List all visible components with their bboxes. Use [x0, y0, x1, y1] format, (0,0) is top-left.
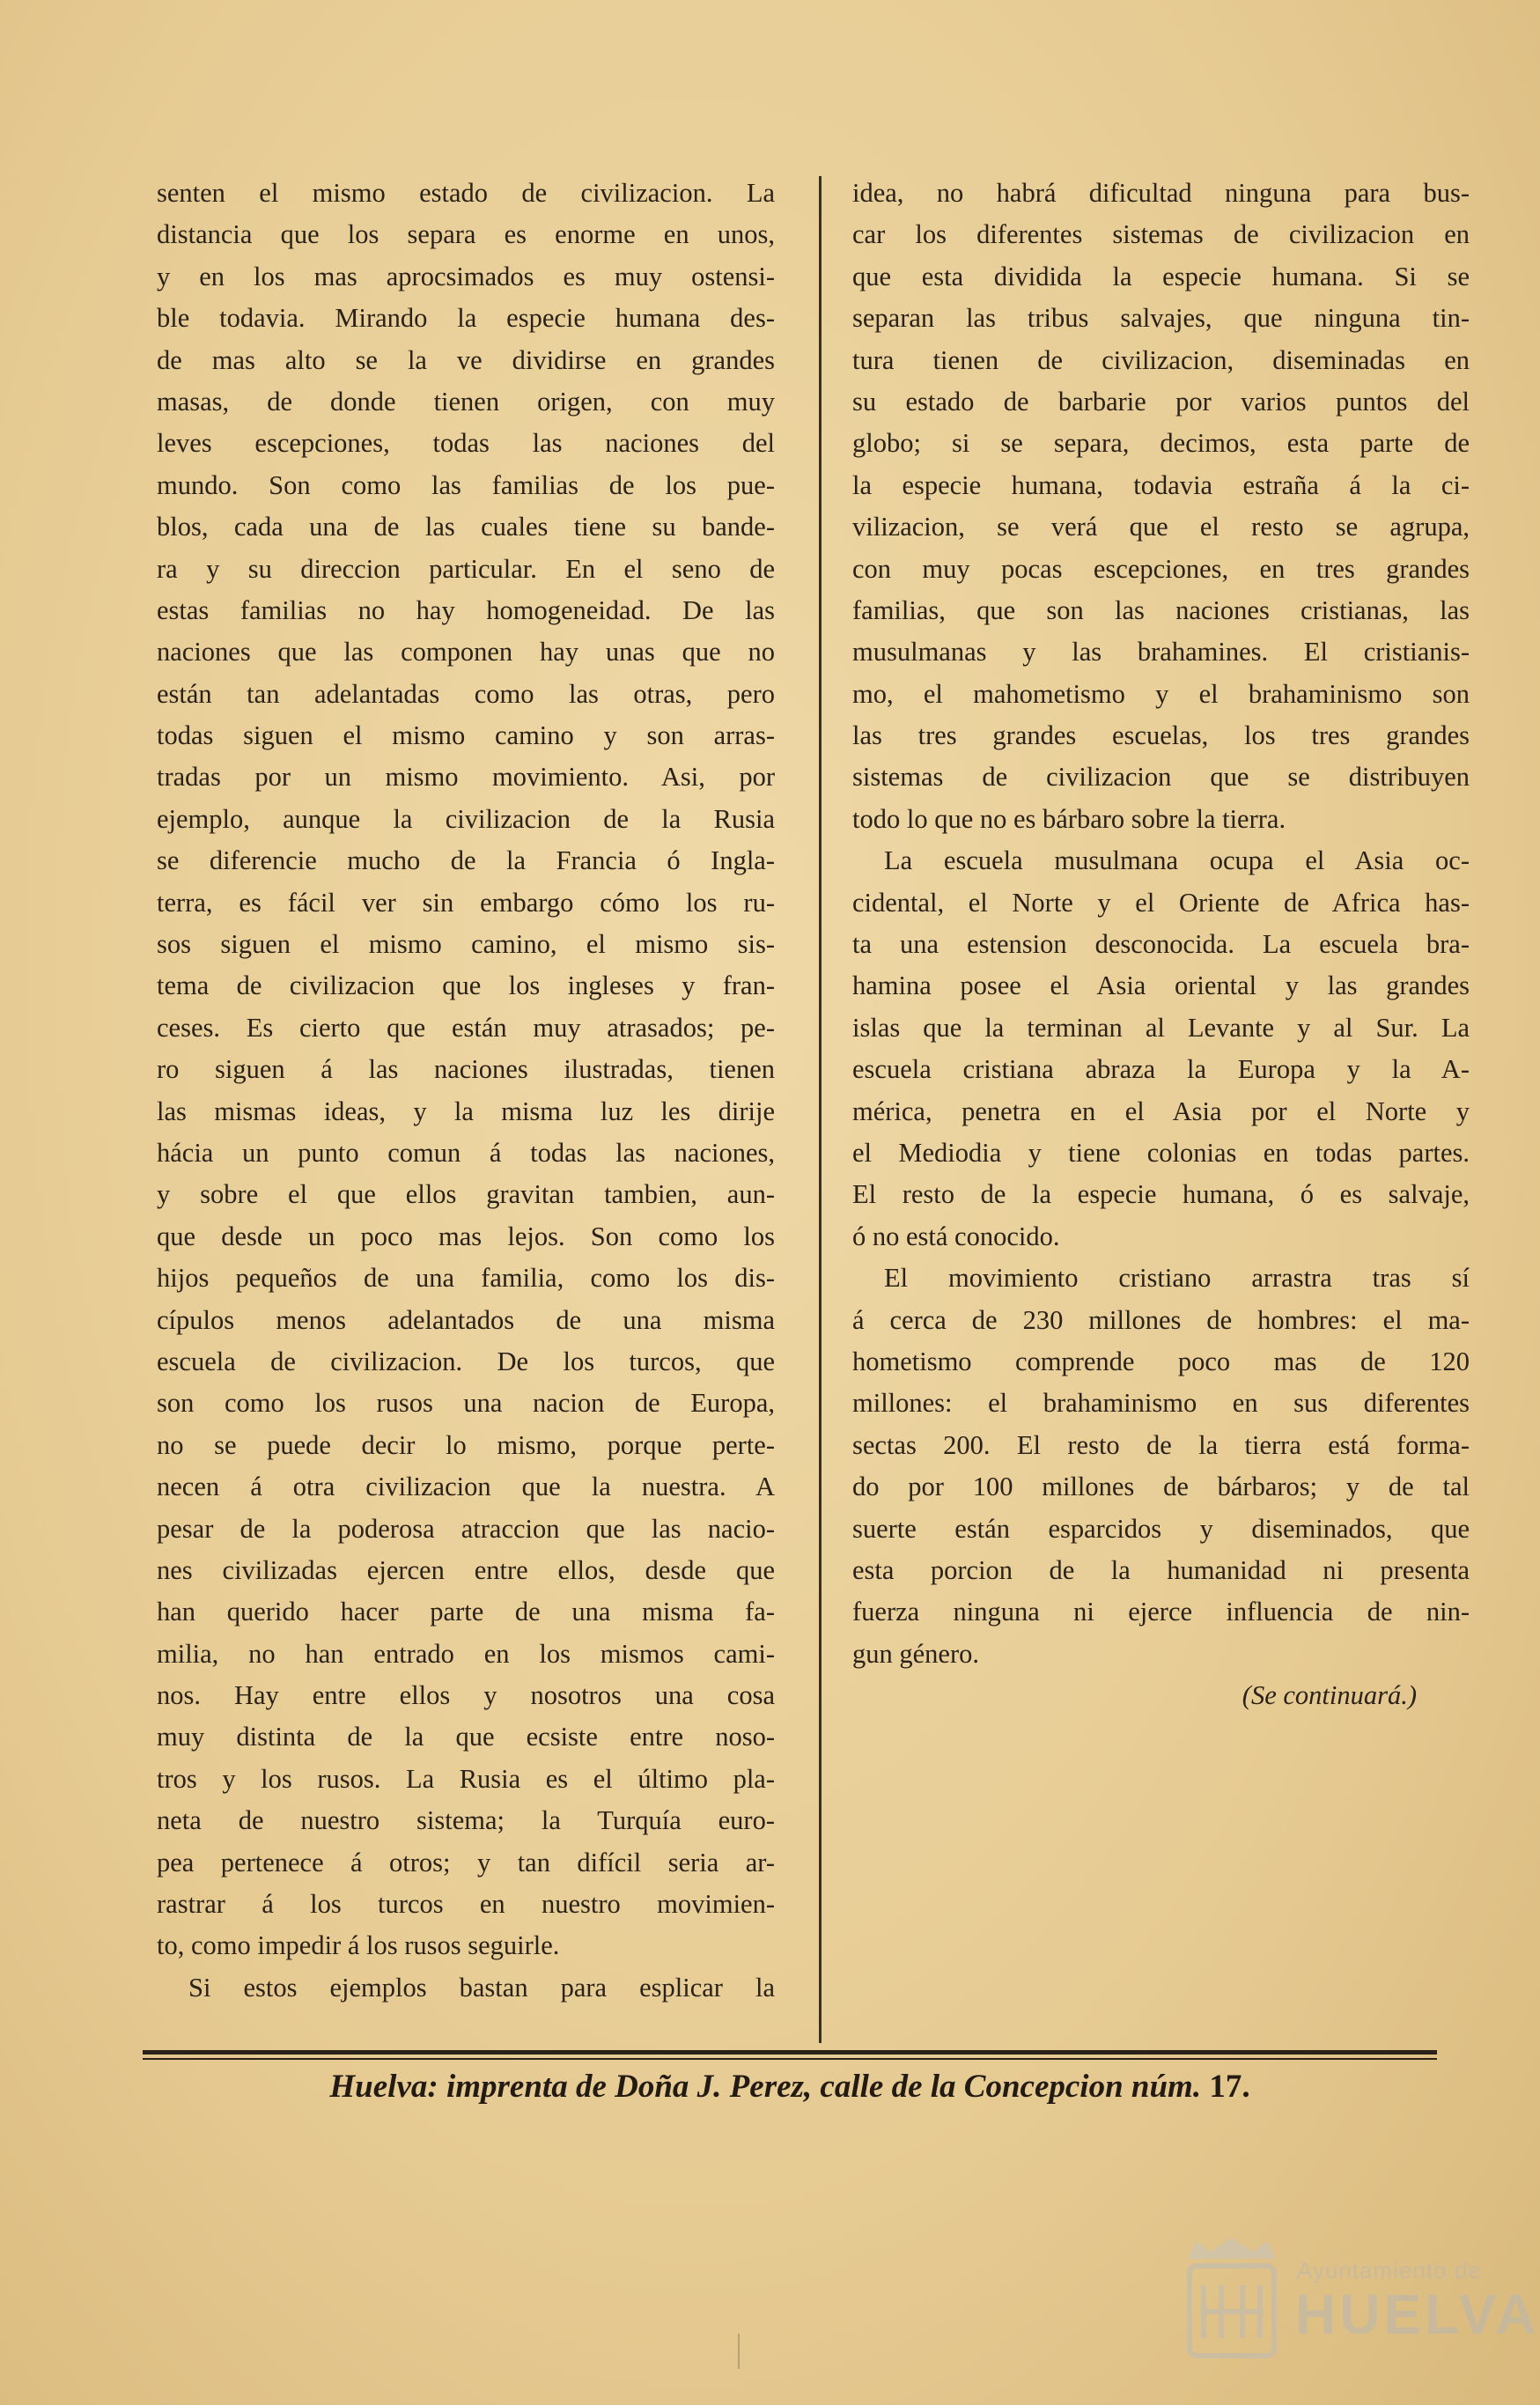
text-line: La escuela musulmana ocupa el Asia oc- — [884, 845, 1470, 876]
text-line: globo; si se separa, decimos, esta parte de — [852, 428, 1470, 459]
text-line: ta una estension desconocida. La escuela bra- — [852, 929, 1470, 960]
text-line: todas siguen el mismo camino y son arras- — [157, 720, 775, 751]
text-line: leves escepciones, todas las naciones del — [157, 428, 775, 459]
text-line: islas que la terminan al Levante y al Sur. La — [852, 1012, 1470, 1043]
text-line: pea pertenece á otros; y tan difícil seria ar- — [157, 1847, 775, 1878]
text-line: El resto de la especie humana, ó es salvaje, — [852, 1179, 1470, 1210]
text-line: (Se continuará.) — [1242, 1680, 1417, 1711]
text-line: hijos pequeños de una familia, como los dis- — [157, 1263, 775, 1294]
text-line: suerte están esparcidos y diseminados, que — [852, 1513, 1470, 1544]
text-line: naciones que las componen hay unas que no — [157, 637, 775, 668]
imprint-line — [143, 2066, 1437, 2108]
text-line: do por 100 millones de bárbaros; y de tal — [852, 1472, 1470, 1502]
column-divider — [819, 176, 822, 2043]
text-line: nos. Hay entre ellos y nosotros una cosa — [157, 1680, 775, 1711]
text-line: masas, de donde tienen origen, con muy — [157, 386, 775, 417]
text-line: están tan adelantadas como las otras, pero — [157, 678, 775, 709]
text-line: tradas por un mismo movimiento. Asi, por — [157, 762, 775, 793]
text-line: gun género. — [852, 1638, 979, 1669]
text-line: ra y su direccion particular. En el seno de — [157, 553, 775, 584]
text-line: mérica, penetra en el Asia por el Norte y — [852, 1096, 1470, 1126]
text-line: y en los mas aprocsimados es muy ostensi- — [157, 261, 775, 291]
text-line: milia, no han entrado en los mismos cami- — [157, 1638, 775, 1669]
text-line: han querido hacer parte de una misma fa- — [157, 1597, 775, 1627]
text-line: to, como impedir á los rusos seguirle. — [157, 1930, 560, 1961]
text-line: el Mediodia y tiene colonias en todas partes. — [852, 1137, 1470, 1168]
right-column — [852, 173, 1470, 1716]
text-line: á cerca de 230 millones de hombres: el ma- — [852, 1304, 1470, 1335]
text-line: y sobre el que ellos gravitan tambien, aun- — [157, 1179, 775, 1210]
text-line: que esta dividida la especie humana. Si se — [852, 261, 1470, 291]
text-line: tros y los rusos. La Rusia es el último pla- — [157, 1763, 775, 1794]
text-line: son como los rusos una nacion de Europa, — [157, 1388, 775, 1419]
text-line: necen á otra civilizacion que la nuestra. A — [157, 1472, 775, 1502]
text-line: ble todavia. Mirando la especie humana des- — [157, 303, 775, 334]
left-column — [157, 173, 775, 2009]
text-line: ó no está conocido. — [852, 1221, 1060, 1251]
watermark-line1: Ayuntamiento de — [1297, 2257, 1482, 2283]
text-line: rastrar á los turcos en nuestro movimien- — [157, 1889, 775, 1920]
footer-rule-thin — [143, 2058, 1437, 2060]
text-line: ejemplo, aunque la civilizacion de la Rusia — [157, 803, 775, 834]
text-line: escuela cristiana abraza la Europa y la A- — [852, 1054, 1470, 1085]
text-line: hácia un punto comun á todas las naciones, — [157, 1137, 775, 1168]
text-line: que desde un poco mas lejos. Son como los — [157, 1221, 775, 1251]
text-line: idea, no habrá dificultad ninguna para bus- — [852, 178, 1470, 208]
text-line: fuerza ninguna ni ejerce influencia de nin- — [852, 1597, 1470, 1627]
text-line: cidental, el Norte y el Oriente de Africa has- — [852, 887, 1470, 918]
text-line: la especie humana, todavia estraña á la ci- — [852, 469, 1470, 500]
watermark-line2: HUELVA — [1295, 2283, 1540, 2346]
text-line: su estado de barbarie por varios puntos del — [852, 386, 1470, 417]
text-line: estas familias no hay homogeneidad. De las — [157, 594, 775, 625]
text-line: vilizacion, se verá que el resto se agrupa, — [852, 512, 1470, 542]
text-line: las mismas ideas, y la misma luz les dirije — [157, 1096, 775, 1126]
text-line: no se puede decir lo mismo, porque perte- — [157, 1429, 775, 1460]
text-line: ro siguen á las naciones ilustradas, tienen — [157, 1054, 775, 1085]
text-line: sectas 200. El resto de la tierra está forma- — [852, 1429, 1470, 1460]
text-line: hamina posee el Asia oriental y las grandes — [852, 970, 1470, 1001]
text-line: nes civilizadas ejercen entre ellos, desde que — [157, 1554, 775, 1585]
text-line: millones: el brahaminismo en sus diferentes — [852, 1388, 1470, 1419]
ayuntamiento-watermark — [1175, 2232, 1540, 2364]
text-line: con muy pocas escepciones, en tres grandes — [852, 553, 1470, 584]
text-line: familias, que son las naciones cristianas, las — [852, 594, 1470, 625]
text-line: senten el mismo estado de civilizacion. La — [157, 178, 775, 208]
text-line: cípulos menos adelantados de una misma — [157, 1304, 775, 1335]
text-line: blos, cada una de las cuales tiene su bande- — [157, 512, 775, 542]
text-line: ceses. Es cierto que están muy atrasados; pe- — [157, 1012, 775, 1043]
text-line: Si estos ejemplos bastan para esplicar la — [188, 1972, 775, 2003]
text-line: de mas alto se la ve dividirse en grandes — [157, 344, 775, 375]
text-line: terra, es fácil ver sin embargo cómo los ru- — [157, 887, 775, 918]
text-line: car los diferentes sistemas de civilizacion en — [852, 219, 1470, 250]
text-line: tura tienen de civilizacion, diseminadas en — [852, 344, 1470, 375]
text-line: neta de nuestro sistema; la Turquía euro- — [157, 1805, 775, 1836]
text-line: musulmanas y las brahamines. El cristianis- — [852, 637, 1470, 668]
text-line: tema de civilizacion que los ingleses y fran- — [157, 970, 775, 1001]
text-line: escuela de civilizacion. De los turcos, que — [157, 1346, 775, 1376]
text-line: todo lo que no es bárbaro sobre la tierra. — [852, 803, 1286, 834]
text-line: hometismo comprende poco mas de 120 — [852, 1346, 1470, 1376]
text-line: se diferencie mucho de la Francia ó Ingla- — [157, 845, 775, 876]
coat-of-arms-icon — [1175, 2232, 1288, 2364]
text-line: las tres grandes escuelas, los tres grandes — [852, 720, 1470, 751]
text-line: muy distinta de la que ecsiste entre noso- — [157, 1722, 775, 1752]
text-line: mundo. Son como las familias de los pue- — [157, 469, 775, 500]
text-line: esta porcion de la humanidad ni presenta — [852, 1554, 1470, 1585]
imprint-number: 17. — [1209, 2069, 1250, 2105]
imprint-text: Huelva: imprenta de Doña J. Perez, calle de la Concepcion núm. — [329, 2069, 1202, 2105]
text-line: separan las tribus salvajes, que ninguna tin- — [852, 303, 1470, 334]
text-line: mo, el mahometismo y el brahaminismo son — [852, 678, 1470, 709]
text-line: sos siguen el mismo camino, el mismo sis- — [157, 929, 775, 960]
footer-rule-thick — [143, 2050, 1437, 2055]
text-line: distancia que los separa es enorme en unos, — [157, 219, 775, 250]
margin-mark — [738, 2334, 740, 2369]
text-line: El movimiento cristiano arrastra tras sí — [884, 1263, 1470, 1294]
text-line: pesar de la poderosa atraccion que las nacio- — [157, 1513, 775, 1544]
text-line: sistemas de civilizacion que se distribuyen — [852, 762, 1470, 793]
